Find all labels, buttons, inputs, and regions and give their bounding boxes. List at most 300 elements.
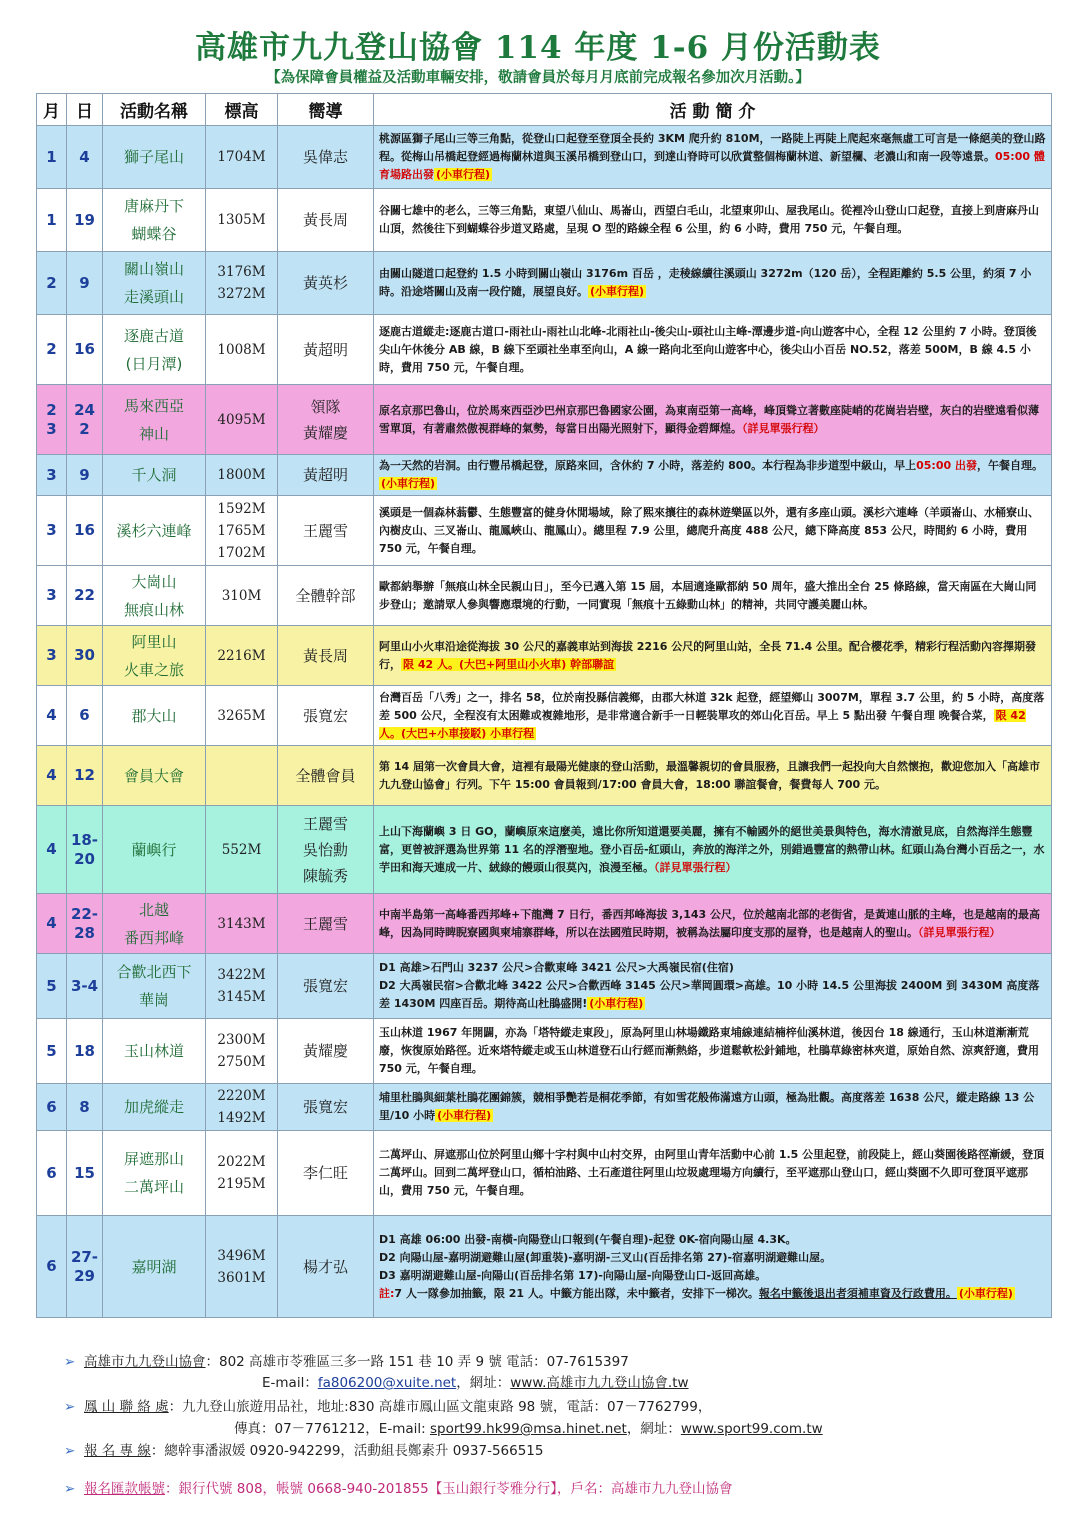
cell-altitude-line: 3601M [217, 1269, 266, 1286]
cell-description [374, 1216, 1052, 1318]
cell-activity-name-line: 會員大會 [123, 766, 184, 785]
description-text: 上山下海蘭嶼 3 日 GO，蘭嶼原來這麼美，遠比你所知道還要美麗，擁有不輸國外的絕世美景與特色，海水清澈見底，自然海洋生態豐富，更曾被評選為世界第 11 名的浮潛聖地。登小百岳-紅頭山，奔放的海洋之外，別錯過豐富的熱帶山林。紅頭山為台灣小百岳之一，水芋田和海天連成一片、絨綠的饅頭山很莫內，浪漫至極。 [379, 824, 1045, 874]
cell-day [67, 496, 103, 566]
cell-altitude [206, 566, 278, 626]
footer-signup [64, 1439, 543, 1459]
cell-activity-name-line: 華崗 [138, 991, 169, 1009]
cell-leader-line: 黃長周 [302, 646, 348, 665]
table-row [37, 189, 1052, 252]
table-header-row [37, 94, 1052, 126]
cell-leader [278, 566, 374, 626]
cell-altitude-line: 1305M [217, 212, 266, 228]
table-row [37, 1131, 1052, 1216]
cell-activity-name-line: 北越 [138, 900, 169, 919]
description-text: 谷關七雄中的老么，三等三角點，東望八仙山、馬崙山，西望白毛山，北望東卯山、屋我尾山。從裡冷山登山口起登，直接上到唐麻丹山山頂，然後往下到蝴蝶谷步道叉路處，呈現 O 型的路線全程 6 公里，約 6 小時，費用 750 元，午餐自理。 [379, 204, 1039, 235]
arrow-icon: ➢ [64, 1443, 76, 1459]
footer-bank [64, 1477, 733, 1497]
cell-day-line: 30 [74, 646, 95, 664]
cell-altitude-line: 1702M [217, 544, 266, 561]
cell-month [37, 252, 67, 315]
cell-leader-line: 全體幹部 [295, 586, 356, 605]
cell-altitude-line: 3272M [217, 286, 266, 302]
footer-fengshan-text: ：九九登山旅遊用品社，地址:830 高雄市鳳山區文龍東路 98 號，電話：07－7762799， [168, 1399, 712, 1415]
cell-altitude-line: 3265M [217, 707, 266, 724]
description-tag: (小車行程) [590, 285, 645, 298]
cell-day-line: 12 [74, 766, 95, 784]
description-tag: (小車行程) [589, 997, 644, 1010]
cell-altitude [206, 806, 278, 894]
description-text: 台灣百岳「八秀」之一，排名 58，位於南投縣信義鄉，由郡大林道 32k 起登，經望鄉山 3007M，單程 3.7 公里，約 5 小時，高度落差 500 公尺，全程沒有太困難或複雜地形，是非常適合新手一日輕裝單攻的郊山化百岳。早上 5 點出發 午餐自理 晚餐合菜， [379, 690, 1045, 722]
cell-leader [278, 1216, 374, 1318]
cell-description [374, 189, 1052, 252]
cell-month [37, 385, 67, 455]
footer-association [64, 1350, 629, 1370]
cell-altitude-line: 3143M [217, 915, 266, 932]
table-row [37, 385, 1052, 455]
cell-description [374, 806, 1052, 894]
page-title: 高雄市九九登山協會 114 年度 1-6 月份活動表 [195, 30, 881, 66]
description-tag: 限 42 人。(大巴+阿里山小火車) 幹部聯誼 [403, 657, 615, 671]
cell-month-line: 4 [46, 914, 57, 932]
cell-activity-name-line: 蝴蝶谷 [131, 225, 177, 243]
cell-month-line: 5 [46, 976, 57, 995]
description-text: 溪頭是一個森林蓊鬱、生態豐富的健身休閒場域，除了熙來攘往的森林遊樂區以外，還有多座山頭。溪杉六連峰（羊頭崙山、水桶寮山、內樹皮山、三叉崙山、龍鳳峽山、龍鳳山）。總里程 7.9 公里，總爬升高度 488 公尺，總下降高度 853 公尺，時間約 6 小時，費用 750 元，午餐自理。 [379, 505, 1039, 555]
cell-leader [278, 686, 374, 746]
cell-description [374, 686, 1052, 746]
cell-month-line: 4 [46, 840, 57, 858]
table-row [37, 894, 1052, 954]
cell-altitude-line: 552M [221, 841, 262, 858]
cell-activity-name-line: 火車之旅 [123, 660, 184, 679]
table-row [37, 126, 1052, 189]
cell-description [374, 1131, 1052, 1216]
cell-activity-name-line: 屏遮那山 [123, 1150, 184, 1168]
cell-description [374, 455, 1052, 496]
cell-day-line: 3-4 [70, 976, 99, 995]
cell-altitude [206, 189, 278, 252]
cell-day-line: 22- [70, 904, 99, 923]
cell-day [67, 1131, 103, 1216]
footer-web-link[interactable]: www.高雄市九九登山協會.tw [510, 1375, 689, 1391]
description-highlight: 05:00 出發 [916, 459, 977, 472]
cell-activity-name [103, 746, 206, 806]
cell-altitude-line: 2220M [217, 1088, 266, 1104]
schedule-table [36, 93, 1052, 1318]
cell-activity-name-line: 加虎縱走 [123, 1098, 184, 1116]
table-row [37, 566, 1052, 626]
cell-leader [278, 496, 374, 566]
description-text: 二萬坪山、屏遮那山位於阿里山鄉十字村與中山村交界，由阿里山青年活動中心前 1.5 公里起登，前段陡上，經山葵園後路徑漸緩，登頂二萬坪山。回到二萬坪登山口，循柏油路、土石產道往阿里山垃圾處理場方向續行，至平遮那山登山口，經山葵園不久即可登頂平遮那山，費用 750 元，午餐自理。 [379, 1148, 1045, 1197]
cell-leader-line: 王麗雪 [302, 521, 348, 540]
cell-activity-name [103, 455, 206, 496]
cell-activity-name-line: 關山嶺山 [123, 260, 184, 278]
footer-signup-text: ：總幹事潘淑媛 0920-942299，活動組長鄭素升 0937-566515 [150, 1443, 544, 1459]
description-tag: 限 42 人。(大巴+小車接駁) 小車行程 [379, 708, 1026, 740]
cell-activity-name-line: 神山 [138, 424, 169, 443]
description-text: 阿里山小火車沿途從海拔 30 公尺的嘉義車站到海拔 2216 公尺的阿里山站，全長 71.4 公里。配合櫻花季，精彩行程活動內容擇期發行， [379, 639, 1037, 671]
cell-activity-name [103, 315, 206, 385]
cell-month [37, 1084, 67, 1131]
cell-altitude-line: 1492M [217, 1110, 266, 1126]
cell-activity-name-line: 番西邦峰 [123, 928, 184, 947]
cell-altitude-line: 1704M [217, 149, 266, 165]
description-tag: (小車行程) [381, 477, 436, 490]
cell-description [374, 746, 1052, 806]
cell-activity-name [103, 252, 206, 315]
cell-description [374, 566, 1052, 626]
description-note-underlined: 報名中籤後退出者須補車資及行政費用。 [758, 1286, 957, 1300]
cell-month [37, 626, 67, 686]
cell-leader [278, 126, 374, 189]
cell-description [374, 496, 1052, 566]
footer-email-line [262, 1371, 689, 1391]
description-tag: (小車行程) [437, 1109, 492, 1122]
page-subtitle: 【為保障會員權益及活動車輛安排，敬請會員於每月月底前完成報名參加次月活動。】 [266, 70, 810, 86]
footer-assoc-label: 高雄市九九登山協會 [84, 1354, 206, 1370]
cell-day [67, 315, 103, 385]
cell-day-line: 15 [74, 1163, 95, 1182]
cell-leader-line: 全體會員 [295, 766, 356, 785]
cell-day-line: 29 [74, 1266, 95, 1285]
description-highlight: 05:00 體育場路出發 [379, 150, 1045, 181]
cell-day-line: 16 [74, 521, 95, 539]
cell-month-line: 4 [46, 706, 57, 724]
cell-altitude-line: 1765M [217, 522, 266, 539]
cell-activity-name [103, 126, 206, 189]
cell-month-line: 6 [46, 1257, 57, 1275]
cell-day-line: 19 [74, 210, 95, 229]
cell-day-line: 20 [74, 849, 95, 868]
cell-day-line: 18- [70, 830, 99, 849]
cell-altitude [206, 315, 278, 385]
cell-activity-name [103, 1216, 206, 1318]
cell-leader-line: 楊才弘 [302, 1257, 348, 1276]
cell-leader-line: 李仁旺 [302, 1164, 348, 1182]
cell-altitude-line: 3176M [217, 264, 266, 280]
cell-month [37, 496, 67, 566]
cell-activity-name-line: 無痕山林 [123, 600, 184, 619]
description-text: 原名京那巴魯山，位於馬來西亞沙巴州京那巴魯國家公園，為東南亞第一高峰，峰頂聳立著數座陡峭的花崗岩岩壁，灰白的岩壁遠看似薄雪單頂，有著肅然傲視群峰的氣勢，每當日出陽光照射下，顯得金碧輝煌。 [379, 403, 1039, 435]
cell-month-line: 2 [46, 340, 57, 358]
cell-leader [278, 1019, 374, 1084]
cell-activity-name [103, 1084, 206, 1131]
cell-altitude [206, 252, 278, 315]
cell-description [374, 385, 1052, 455]
cell-month-line: 1 [46, 147, 57, 166]
description-note: 7 人一隊參加抽籤，限 21 人。中籤方能出隊，未中籤者，安排下一梯次。 [394, 1286, 759, 1300]
cell-month [37, 455, 67, 496]
cell-activity-name [103, 954, 206, 1019]
cell-altitude [206, 455, 278, 496]
cell-leader-line: 吳偉志 [302, 148, 348, 166]
cell-leader [278, 455, 374, 496]
description-tag: (小車行程) [958, 1286, 1013, 1300]
footer-bank-label: 報名匯款帳號 [84, 1481, 165, 1497]
description-text: 桃源區獅子尾山三等三角點，從登山口起登至登頂全長約 3KM 爬升約 810M，一路陡上再陡上爬起來毫無虛工可言是一條絕美的登山路程。從梅山吊橋起登經過梅蘭林道與玉溪吊橋到登山口，到達山脊時可以欣賞整個梅蘭林道、新望欄、老濃山和南一段等遠景。 [379, 132, 1046, 163]
cell-altitude [206, 1084, 278, 1131]
cell-description [374, 894, 1052, 954]
cell-month [37, 315, 67, 385]
footer-fax-line [234, 1417, 823, 1437]
header-altitude: 標高 [206, 94, 278, 126]
cell-day-line: 9 [79, 465, 90, 484]
cell-altitude [206, 626, 278, 686]
description-text: D3 嘉明湖避難山屋-向陽山(百岳排名第 17)-向陽山屋-向陽登山口-返回高雄。 [379, 1268, 767, 1282]
cell-altitude-line: 4095M [217, 411, 266, 428]
cell-leader-line: 張寬宏 [302, 706, 348, 725]
cell-activity-name [103, 894, 206, 954]
description-text: 第 14 屆第一次會員大會，這裡有最陽光健康的登山活動，最溫馨親切的會員服務，且讓我們一起投向大自然懷抱，歡迎您加入「高雄市九九登山協會」行列。下午 15:00 會員報到/17:00 會員大會，18:00 聯誼餐會，餐費每人 700 元。 [379, 759, 1040, 791]
cell-leader [278, 1131, 374, 1216]
table-row [37, 1084, 1052, 1131]
cell-activity-name-line: 阿里山 [131, 632, 177, 651]
cell-activity-name [103, 806, 206, 894]
cell-activity-name-line: 走溪頭山 [123, 288, 184, 306]
cell-activity-name-line: 合歡北西下 [116, 963, 192, 981]
cell-activity-name-line: 大崗山 [131, 572, 177, 591]
cell-leader [278, 385, 374, 455]
cell-leader-line: 黃英杉 [302, 274, 348, 292]
cell-month [37, 894, 67, 954]
header-day: 日 [67, 94, 103, 126]
cell-day [67, 455, 103, 496]
cell-activity-name-line: 千人洞 [131, 466, 177, 484]
table-row [37, 315, 1052, 385]
cell-day [67, 806, 103, 894]
cell-activity-name-line: 郡大山 [131, 706, 177, 725]
arrow-icon: ➢ [64, 1354, 76, 1370]
cell-leader [278, 626, 374, 686]
cell-activity-name [103, 686, 206, 746]
cell-leader-line: 王麗雪 [302, 814, 348, 833]
footer-bank-text: ：銀行代號 808，帳號 0668-940-201855【玉山銀行苓雅分行】，戶名：高雄市九九登山協會 [165, 1481, 733, 1497]
cell-description [374, 1084, 1052, 1131]
cell-day [67, 252, 103, 315]
table-row [37, 455, 1052, 496]
cell-altitude-line: 2195M [217, 1176, 266, 1192]
cell-altitude [206, 686, 278, 746]
cell-leader-line: 領隊 [310, 397, 341, 416]
header-month: 月 [37, 94, 67, 126]
cell-leader [278, 806, 374, 894]
cell-month-line: 3 [46, 521, 57, 539]
table-row [37, 496, 1052, 566]
cell-leader-line: 黃長周 [302, 211, 348, 229]
cell-day-line: 9 [79, 273, 90, 292]
footer-email-link[interactable]: fa806200@xuite.net [317, 1375, 457, 1391]
table-row [37, 252, 1052, 315]
cell-day-line: 4 [79, 147, 90, 166]
description-tag: (小車行程) [436, 168, 491, 181]
description-text: ，午餐自理。 [976, 459, 1043, 472]
table-row [37, 686, 1052, 746]
footer-fax-web-label: ，網址： [626, 1421, 681, 1437]
cell-day [67, 686, 103, 746]
cell-leader-line: 黃耀慶 [302, 423, 348, 442]
cell-day-line: 24 [74, 400, 95, 419]
table-row [37, 806, 1052, 894]
cell-activity-name [103, 496, 206, 566]
cell-day [67, 566, 103, 626]
cell-month [37, 189, 67, 252]
cell-altitude-line: 1592M [217, 500, 266, 517]
cell-altitude-line: 1800M [217, 467, 266, 483]
description-text: 為一天然的岩洞。由行豐吊橋起登，原路來回，含休約 7 小時，落差約 800。本行程為非步道型中級山，早上 [379, 459, 917, 472]
cell-altitude [206, 1019, 278, 1084]
cell-activity-name-line: 馬來西亞 [123, 396, 184, 415]
footer-fengshan [64, 1395, 711, 1415]
table-row [37, 954, 1052, 1019]
cell-activity-name [103, 189, 206, 252]
cell-month-line: 3 [46, 586, 57, 604]
cell-activity-name-line: 玉山林道 [123, 1042, 184, 1060]
header-leader: 嚮導 [278, 94, 374, 126]
description-text: 歐都納舉辦「無痕山林全民親山日」，至今已邁入第 15 屆，本屆適逢歐都納 50 周年，盛大推出全台 25 條路線，當天南區在大崗山同步登山；邀請眾人參與響應環境的行動，一同實現「無痕十五綠動山林」的精神，共同守護美麗山林。 [379, 579, 1037, 611]
cell-altitude [206, 1216, 278, 1318]
cell-month [37, 954, 67, 1019]
cell-month-line: 3 [46, 646, 57, 664]
header-name: 活動名稱 [103, 94, 206, 126]
description-text: 逐鹿古道縱走:逐鹿古道口-雨社山-雨社山北峰-北雨社山-後尖山-頭社山主峰-潭邊步道-向山遊客中心，全程 12 公里約 7 小時。登頂後尖山午休後分 AB 線，B 線下至頭社坐車至向山，A 線一路向北至向山遊客中心，後尖山小百岳 NO.52，落差 500M，B 線 4.5 小時，費用 750 元，午餐自理。 [379, 324, 1037, 374]
cell-leader-line: 張寬宏 [302, 1098, 348, 1116]
arrow-icon: ➢ [64, 1481, 76, 1497]
table-row [37, 1019, 1052, 1084]
cell-leader [278, 315, 374, 385]
cell-leader [278, 954, 374, 1019]
cell-month-line: 2 [46, 400, 57, 419]
description-text: 埔里杜鵑與細葉杜鵑花團錦簇，競相爭艷若是桐花季節，有如雪花般佈滿遠方山頭，極為壯觀。高度落差 1638 公尺，縱走路線 13 公里/10 小時 [379, 1091, 1035, 1122]
cell-day [67, 626, 103, 686]
cell-activity-name-line: (日月潭) [125, 354, 183, 373]
cell-altitude [206, 385, 278, 455]
cell-leader-line: 王麗雪 [302, 914, 348, 933]
footer-email-label: E-mail： [262, 1375, 318, 1391]
footer-fax-web[interactable]: www.sport99.com.tw [680, 1421, 823, 1437]
cell-activity-name [103, 566, 206, 626]
cell-leader [278, 1084, 374, 1131]
description-text: D2 向陽山屋-嘉明湖避難山屋(卸重裝)-嘉明湖-三叉山(百岳排名第 27)-宿嘉明湖避難山屋。 [379, 1250, 832, 1264]
cell-altitude-line: 310M [221, 587, 262, 604]
description-tag: （詳見單張行程） [742, 421, 825, 435]
cell-activity-name [103, 1019, 206, 1084]
table-row [37, 1216, 1052, 1318]
cell-altitude [206, 496, 278, 566]
cell-leader [278, 894, 374, 954]
table-row [37, 626, 1052, 686]
cell-activity-name [103, 626, 206, 686]
cell-day [67, 385, 103, 455]
cell-day [67, 1216, 103, 1318]
cell-day-line: 22 [74, 586, 95, 604]
cell-day [67, 189, 103, 252]
cell-leader-line: 黃超明 [302, 340, 348, 359]
footer-assoc-text: ：802 高雄市苓雅區三多一路 151 巷 10 弄 9 號 電話：07-7615397 [205, 1354, 629, 1370]
cell-activity-name-line: 唐麻丹下 [123, 197, 184, 215]
footer-fax-email[interactable]: sport99.hk99@msa.hinet.net [429, 1421, 627, 1437]
cell-activity-name [103, 1131, 206, 1216]
cell-month-line: 6 [46, 1163, 57, 1182]
cell-altitude-line: 1008M [217, 341, 266, 358]
cell-day-line: 16 [74, 340, 95, 358]
cell-day [67, 1084, 103, 1131]
cell-activity-name-line: 二萬坪山 [123, 1178, 184, 1196]
cell-description [374, 252, 1052, 315]
description-text: 中南半島第一高峰番西邦峰+下龍灣 7 日行，番西邦峰海拔 3,143 公尺，位於越南北部的老街省，是黃連山脈的主峰，也是越南的最高峰，因為同時睥睨寮國與柬埔寨群峰，所以在法國殖民時期，被稱為法屬印度支那的屋脊，也是越南人的聖山。 [379, 907, 1040, 939]
description-text: D1 高雄 06:00 出發-南橫-向陽登山口報到(午餐自理)-起登 0K-宿向陽山屋 4.3K。 [379, 1232, 797, 1246]
footer-fengshan-label: 鳳 山 聯 絡 處 [84, 1399, 169, 1415]
cell-leader-line: 黃耀慶 [302, 1042, 348, 1060]
cell-activity-name-line: 蘭嶼行 [131, 840, 177, 859]
footer-fax-text: 傳真：07－7761212，E-mail: [234, 1421, 430, 1437]
arrow-icon: ➢ [64, 1399, 76, 1415]
cell-altitude [206, 1131, 278, 1216]
header-description: 活 動 簡 介 [374, 94, 1052, 126]
cell-altitude [206, 954, 278, 1019]
cell-altitude-line: 3496M [217, 1247, 266, 1264]
description-tag: （詳見單張行程） [918, 925, 1001, 939]
cell-altitude [206, 126, 278, 189]
cell-month-line: 4 [46, 766, 57, 784]
cell-month-line: 5 [46, 1041, 57, 1060]
cell-altitude-line: 3422M [217, 967, 266, 983]
cell-day-line: 8 [79, 1097, 90, 1116]
cell-day-line: 2 [79, 419, 90, 438]
cell-altitude-line: 2750M [217, 1054, 266, 1070]
cell-altitude [206, 746, 278, 806]
cell-month-line: 1 [46, 210, 57, 229]
cell-description [374, 954, 1052, 1019]
cell-altitude-line: 3145M [217, 989, 266, 1005]
cell-leader [278, 746, 374, 806]
cell-month [37, 1131, 67, 1216]
footer-signup-label: 報 名 專 線 [84, 1443, 151, 1459]
cell-description [374, 626, 1052, 686]
cell-month-line: 6 [46, 1097, 57, 1116]
cell-month-line: 3 [46, 419, 57, 438]
cell-month [37, 806, 67, 894]
cell-activity-name-line: 逐鹿古道 [123, 326, 184, 345]
description-note-label: 註: [379, 1286, 395, 1300]
cell-day-line: 18 [74, 1041, 95, 1060]
cell-day [67, 954, 103, 1019]
cell-description [374, 1019, 1052, 1084]
cell-altitude-line: 2300M [217, 1032, 266, 1048]
cell-altitude [206, 894, 278, 954]
cell-month-line: 3 [46, 465, 57, 484]
cell-month-line: 2 [46, 273, 57, 292]
cell-activity-name [103, 385, 206, 455]
description-text: D2 大禹嶺民宿>合歡北峰 3422 公尺>合歡西峰 3145 公尺>華岡圓環>高雄。10 小時 14.5 公里海拔 2400M 到 3430M 高度落差 1430M 四座百岳。期待高山杜鵑盛開! [379, 979, 1040, 1010]
cell-month [37, 746, 67, 806]
cell-activity-name-line: 嘉明湖 [131, 1257, 177, 1276]
table-row [37, 746, 1052, 806]
cell-leader-line: 張寬宏 [302, 977, 348, 995]
cell-activity-name-line: 溪杉六連峰 [116, 521, 192, 540]
cell-day [67, 126, 103, 189]
cell-altitude-line: 2216M [217, 647, 266, 664]
description-text: 由關山隧道口起登約 1.5 小時到關山嶺山 3176m 百岳 ，走稜線續往溪頭山 3272m（120 岳），全程距離約 5.5 公里，約須 7 小時。沿途塔關山及南一段佇隨，展望良好。 [379, 267, 1032, 298]
cell-leader-line: 黃超明 [302, 466, 348, 484]
cell-month [37, 1019, 67, 1084]
cell-day-line: 6 [79, 706, 90, 724]
cell-day [67, 1019, 103, 1084]
description-tag: （詳見單張行程） [654, 860, 737, 874]
cell-month [37, 1216, 67, 1318]
cell-leader [278, 189, 374, 252]
cell-altitude-line: 2022M [217, 1154, 266, 1170]
cell-month [37, 566, 67, 626]
description-text: 玉山林道 1967 年開闢，亦為「塔特縱走東段」，原為阿里山林場鐵路東埔線連結楠梓仙溪林道，後因台 18 線通行，玉山林道漸漸荒廢，恢復原始路徑。近來塔特縱走或玉山林道登石山行經而漸熱絡，步道鬆軟松針鋪地，杜鵑草綠密林夾道，原始自然、涼爽舒適，費用 750 元，午餐自理。 [379, 1026, 1039, 1075]
